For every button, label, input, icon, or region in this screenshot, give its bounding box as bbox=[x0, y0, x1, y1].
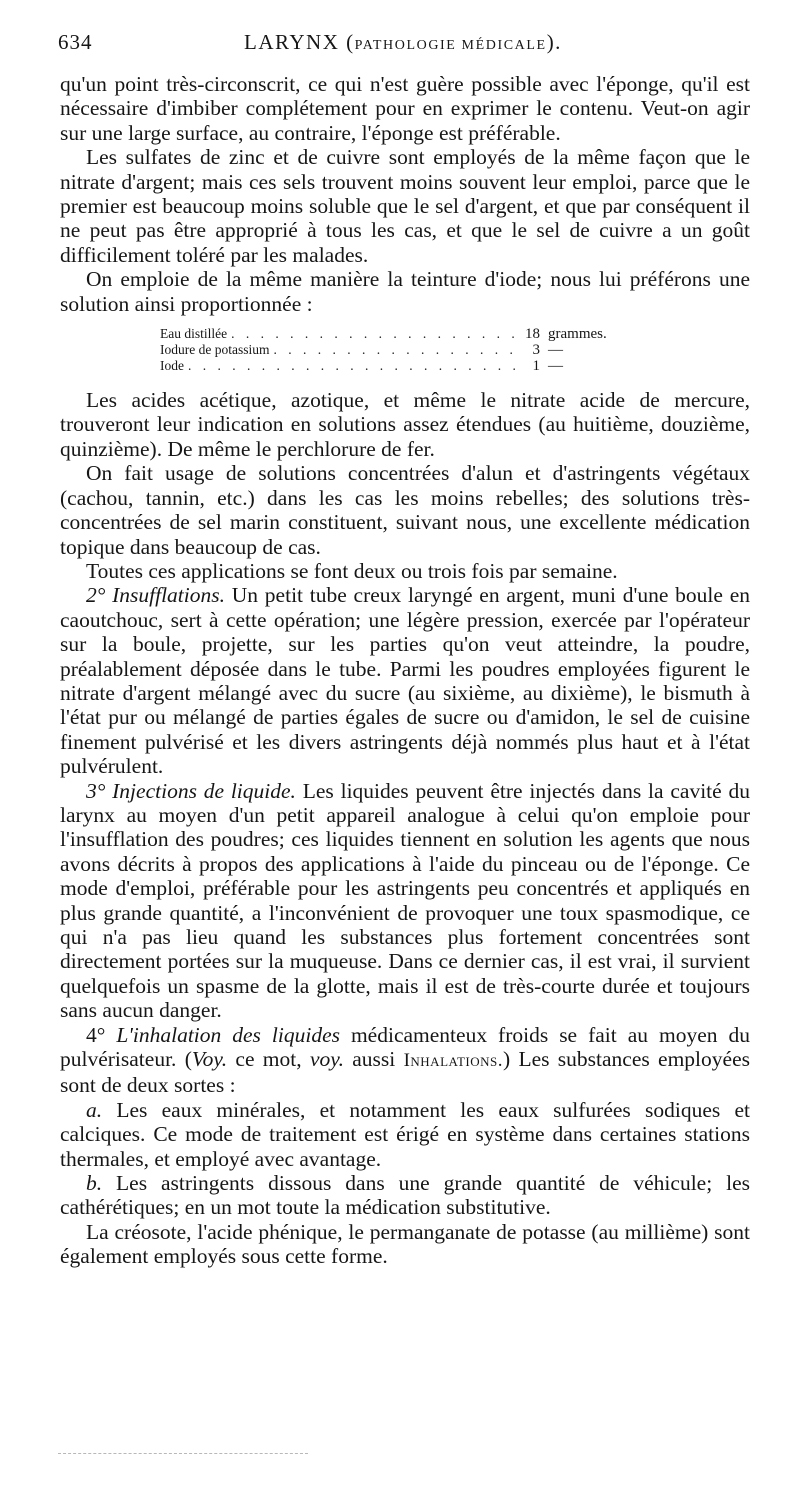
leader-dots bbox=[184, 358, 518, 374]
paragraph-acides: Les acides acétique, azotique, et même le nitrate acide de mercure, trouveront leur indication en solutions assez étendues (au huitième, douzième, quinzième). De même le perchlorure de fer. bbox=[60, 388, 750, 461]
page-number: 634 bbox=[58, 30, 93, 54]
formula-row bbox=[160, 358, 640, 374]
paragraph-injections bbox=[60, 779, 750, 1023]
formula-ingredient: Eau distillée bbox=[160, 326, 228, 342]
list-marker-b: b. bbox=[86, 1171, 103, 1196]
formula-ingredient: Iode bbox=[160, 358, 184, 374]
paragraph-text: aussi bbox=[343, 1047, 404, 1072]
paragraph-text: ) Les substances employées sont de deux sortes : bbox=[60, 1047, 750, 1098]
running-title bbox=[58, 30, 748, 55]
page-header bbox=[58, 30, 748, 58]
paragraph-frequence: Toutes ces applications se font deux ou trois fois par semaine. bbox=[86, 558, 618, 583]
paragraph-iode: On emploie de la même manière la teinture d'iode; nous lui préférons une solution ainsi proportionnée : bbox=[60, 267, 750, 316]
formula-row bbox=[160, 326, 640, 342]
leader-dots bbox=[227, 326, 518, 342]
paragraph-continued: qu'un point très-circonscrit, ce qui n'est guère possible avec l'éponge, qu'il est nécessaire d'imbiber complétement pour en exprimer le contenu. Veut-on agir sur une large surface, au contraire, l'éponge est préférable. bbox=[60, 72, 750, 145]
formula-quantity: 3 bbox=[532, 342, 540, 359]
running-title-main: LARYNX ( bbox=[244, 30, 355, 54]
cross-reference-voy: Voy. bbox=[191, 1047, 228, 1072]
paragraph-text: médicamenteux froids se fait au moyen du pulvérisateur. ( bbox=[60, 1022, 750, 1072]
paragraph-insufflations bbox=[60, 583, 750, 778]
section-heading-inhalation: L'inhalation des liquides bbox=[116, 1022, 340, 1047]
formula-quantity: 1 bbox=[532, 358, 540, 375]
formula-block bbox=[160, 326, 640, 374]
paragraph-inhalation bbox=[60, 1023, 750, 1098]
paragraph-item-b bbox=[60, 1171, 750, 1220]
formula-unit: — bbox=[548, 342, 563, 359]
formula-ingredient: Iodure de potassium bbox=[160, 342, 270, 358]
section-heading-injections: 3° Injections de liquide. bbox=[86, 778, 296, 803]
formula-row bbox=[160, 342, 640, 358]
cross-reference-inhalations: Inhalations. bbox=[403, 1050, 503, 1072]
cross-reference-voy-lower: voy. bbox=[309, 1047, 344, 1072]
paragraph-text: Les liquides peuvent être injectés dans la cavité du larynx au moyen d'un petit appareil analogue à celui qu'on emploie pour l'insufflation des poudres; ces liquides tiennent en solution les agents que nous avons décrits à propos des applications à l'aide du pinceau ou de l'éponge. Ce mode d'emploi, préférable pour les astringents peu concentrés et appliqués en plus grande quantité, a l'inconvénient de provoquer une toux spasmodique, ce qui n'a pas lieu quand les substances plus fortement concentrées sont directement portées sur la muqueuse. Dans ce dernier cas, il est vrai, il survient quelquefois un spasme de la glotte, mais il est de très-courte durée et toujours sans aucun danger. bbox=[60, 778, 750, 1023]
paragraph-text: Un petit tube creux laryngé en argent, muni d'une boule en caoutchouc, sert à cette opération; une légère pression, exercée par l'opérateur sur la boule, projette, sur les parties qu'on veut atteindre, la poudre, préalablement déposée dans le tube. Parmi les poudres employées figurent le nitrate d'argent mélangé avec du sucre (au sixième, au dixième), le bismuth à l'état pur ou mélangé de parties égales de sucre ou d'amidon, le sel de cuisine finement pulvérisé et les divers astringents déjà nommés plus haut et à l'état pulvérulent. bbox=[60, 583, 751, 779]
footer-rule bbox=[58, 1453, 308, 1454]
list-marker-a: a. bbox=[86, 1097, 103, 1122]
running-title-end: ). bbox=[546, 30, 562, 54]
formula-unit: grammes. bbox=[548, 326, 607, 343]
paragraph-text: Les eaux minérales, et notamment les eaux sulfurées sodiques et calciques. Ce mode de traitement est érigé en système dans certaines stations thermales, et employé avec avantage. bbox=[60, 1097, 750, 1171]
paragraph-text: Les astringents dissous dans une grande quantité de véhicule; les cathérétiques; en un mot toute la médication substitutive. bbox=[60, 1171, 750, 1220]
paragraph-sulfates: Les sulfates de zinc et de cuivre sont employés de la même façon que le nitrate d'argent; mais ces sels trouvent moins souvent leur emploi, parce que le premier est beaucoup moins soluble que le sel d'argent, et que par conséquent il ne peut pas être approprié à tous les cas, et que le sel de cuivre a un goût difficilement toléré par les malades. bbox=[60, 145, 750, 267]
paragraph-item-a bbox=[60, 1098, 750, 1171]
section-heading-insufflations: 2° Insufflations. bbox=[86, 583, 225, 608]
running-title-small: PATHOLOGIE MÉDICALE bbox=[354, 38, 547, 53]
formula-quantity: 18 bbox=[525, 326, 540, 343]
paragraph-creosote: La créosote, l'acide phénique, le permanganate de potasse (au millième) sont également employés sous cette forme. bbox=[60, 1219, 750, 1269]
paragraph-text: ce mot, bbox=[227, 1047, 310, 1072]
paragraph-alun: On fait usage de solutions concentrées d'alun et d'astringents végétaux (cachou, tannin, etc.) dans les cas les moins rebelles; des solutions très-concentrées de sel marin constituent, suivant nous, une excellente médication topique dans beaucoup de cas. bbox=[60, 461, 750, 559]
formula-unit: — bbox=[548, 358, 563, 375]
section-number: 4° bbox=[86, 1022, 117, 1047]
page-body bbox=[60, 72, 750, 1269]
leader-dots bbox=[269, 342, 518, 358]
